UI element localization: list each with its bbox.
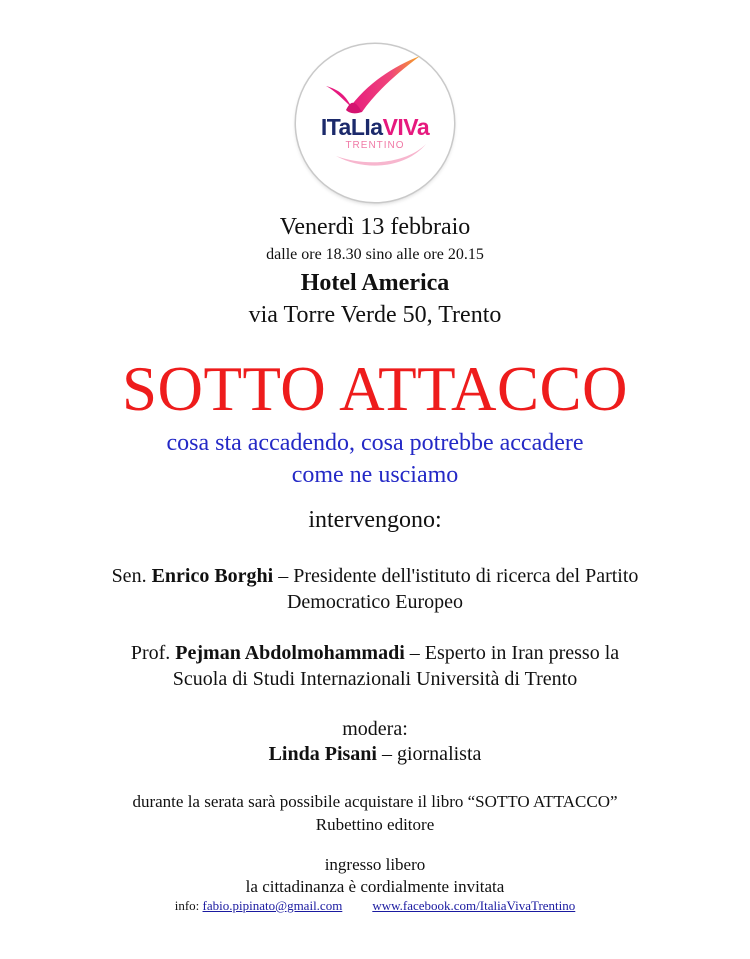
book-publisher: Rubettino editore [315,815,435,834]
info-line [0,898,750,914]
event-venue: Hotel America [300,270,450,296]
speaker-2 [0,642,750,665]
event-subtitle-line2: come ne usciamo [291,462,459,488]
speaker-2-name: Pejman Abdolmohammadi [175,642,405,664]
logo-region: TRENTINO [345,140,405,151]
event-hours: dalle ore 18.30 sino alle ore 20.15 [266,246,484,263]
speaker-2-prefix: Prof. [130,642,171,664]
speakers-label: intervengono: [308,507,442,533]
italia-viva-logo [296,44,454,202]
speaker-1-prefix: Sen. [111,565,147,587]
facebook-link[interactable]: www.facebook.com/ItaliaVivaTrentino [372,898,576,913]
invitation-note: la cittadinanza è cordialmente invitata [245,877,505,896]
speaker-1 [0,565,750,588]
moderator-name: Linda Pisani [268,743,377,765]
speaker-1-role: – Presidente dell'istituto di ricerca del Partito [278,565,639,587]
event-title: SOTTO ATTACCO [121,354,629,424]
speaker-2-role-cont: Scuola di Studi Internazionali Università di Trento [172,668,578,690]
moderator-role: – giornalista [381,743,482,765]
speaker-1-role-cont: Democratico Europeo [286,591,464,613]
info-label: info: [174,898,200,913]
moderator-label: modera: [342,718,408,740]
event-date: Venerdì 13 febbraio [279,214,471,240]
entry-note: ingresso libero [324,855,426,874]
speaker-2-role: – Esperto in Iran presso la [409,642,620,664]
logo-wordmark: ITaLIaVIVa [320,114,430,140]
book-note: durante la serata sarà possibile acquistare il libro “SOTTO ATTACCO” [132,792,618,811]
event-subtitle-line1: cosa sta accadendo, cosa potrebbe accadere [166,430,584,456]
email-link[interactable]: fabio.pipinato@gmail.com [202,898,343,913]
moderator [0,743,750,766]
event-address: via Torre Verde 50, Trento [248,302,502,328]
speaker-1-name: Enrico Borghi [151,565,274,587]
